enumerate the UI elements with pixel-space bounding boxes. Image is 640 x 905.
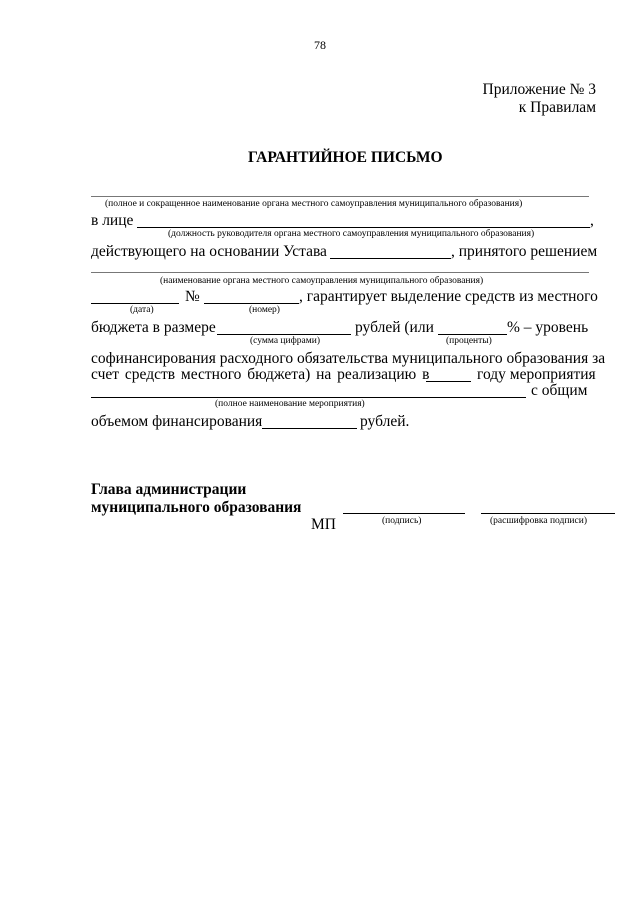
volume-line[interactable] xyxy=(262,428,357,429)
appendix-line1: Приложение № 3 xyxy=(482,81,596,98)
signature-line[interactable] xyxy=(343,513,465,514)
stamp-label: МП xyxy=(311,516,336,533)
acting-label: действующего на основании Устава xyxy=(91,243,327,260)
number-hint: (номер) xyxy=(249,305,280,315)
sum-hint: (сумма цифрами) xyxy=(250,336,320,346)
signature-decode-line[interactable] xyxy=(481,513,615,514)
volume-text: объемом финансирования xyxy=(91,413,263,430)
document-title: ГАРАНТИЙНОЕ ПИСЬМО xyxy=(248,149,443,166)
org-decision-line[interactable] xyxy=(91,272,589,273)
at-expense-text: счет средств местного бюджета) на реализацию в xyxy=(91,366,430,383)
cofinancing-text: софинансирования расходного обязательства муниципального образования за xyxy=(91,350,606,367)
year-event-text: году мероприятия xyxy=(477,366,596,383)
head-title-line2: муниципального образования xyxy=(91,499,302,516)
head-position-line[interactable] xyxy=(137,227,590,228)
sum-line[interactable] xyxy=(217,334,351,335)
number-line[interactable] xyxy=(204,303,299,304)
event-line[interactable] xyxy=(91,397,526,398)
rubles-end-text: рублей. xyxy=(360,413,410,430)
page-number: 78 xyxy=(314,38,326,52)
date-hint: (дата) xyxy=(130,305,154,315)
guarantees-label: , гарантирует выделение средств из местного xyxy=(299,288,598,305)
rubles-or-label: рублей (или xyxy=(355,319,434,336)
year-line[interactable] xyxy=(426,381,471,382)
event-hint: (полное наименование мероприятия) xyxy=(215,399,365,409)
org-decision-hint: (наименование органа местного самоуправления муниципального образования) xyxy=(160,276,484,286)
signature-decode-hint: (расшифровка подписи) xyxy=(490,516,587,526)
with-total-text: с общим xyxy=(531,382,588,399)
percent-line[interactable] xyxy=(438,334,507,335)
charter-line[interactable] xyxy=(330,258,451,259)
budget-amount-label: бюджета в размере xyxy=(91,319,216,336)
date-line[interactable] xyxy=(91,303,179,304)
head-position-hint: (должность руководителя органа местного самоуправления муниципального образования) xyxy=(168,229,535,239)
comma: , xyxy=(590,212,594,229)
org-name-line[interactable] xyxy=(91,196,589,197)
appendix-line2: к Правилам xyxy=(518,99,596,116)
number-sign: № xyxy=(185,288,200,305)
head-title-line1: Глава администрации xyxy=(91,481,247,498)
percent-level-label: % – уровень xyxy=(507,319,589,336)
signature-hint: (подпись) xyxy=(382,516,422,526)
in-person-label: в лице xyxy=(91,212,134,229)
percent-hint: (проценты) xyxy=(446,336,492,346)
adopted-label: , принятого решением xyxy=(451,243,598,260)
org-name-hint: (полное и сокращенное наименование органа местного самоуправления муниципального образования) xyxy=(105,199,523,209)
